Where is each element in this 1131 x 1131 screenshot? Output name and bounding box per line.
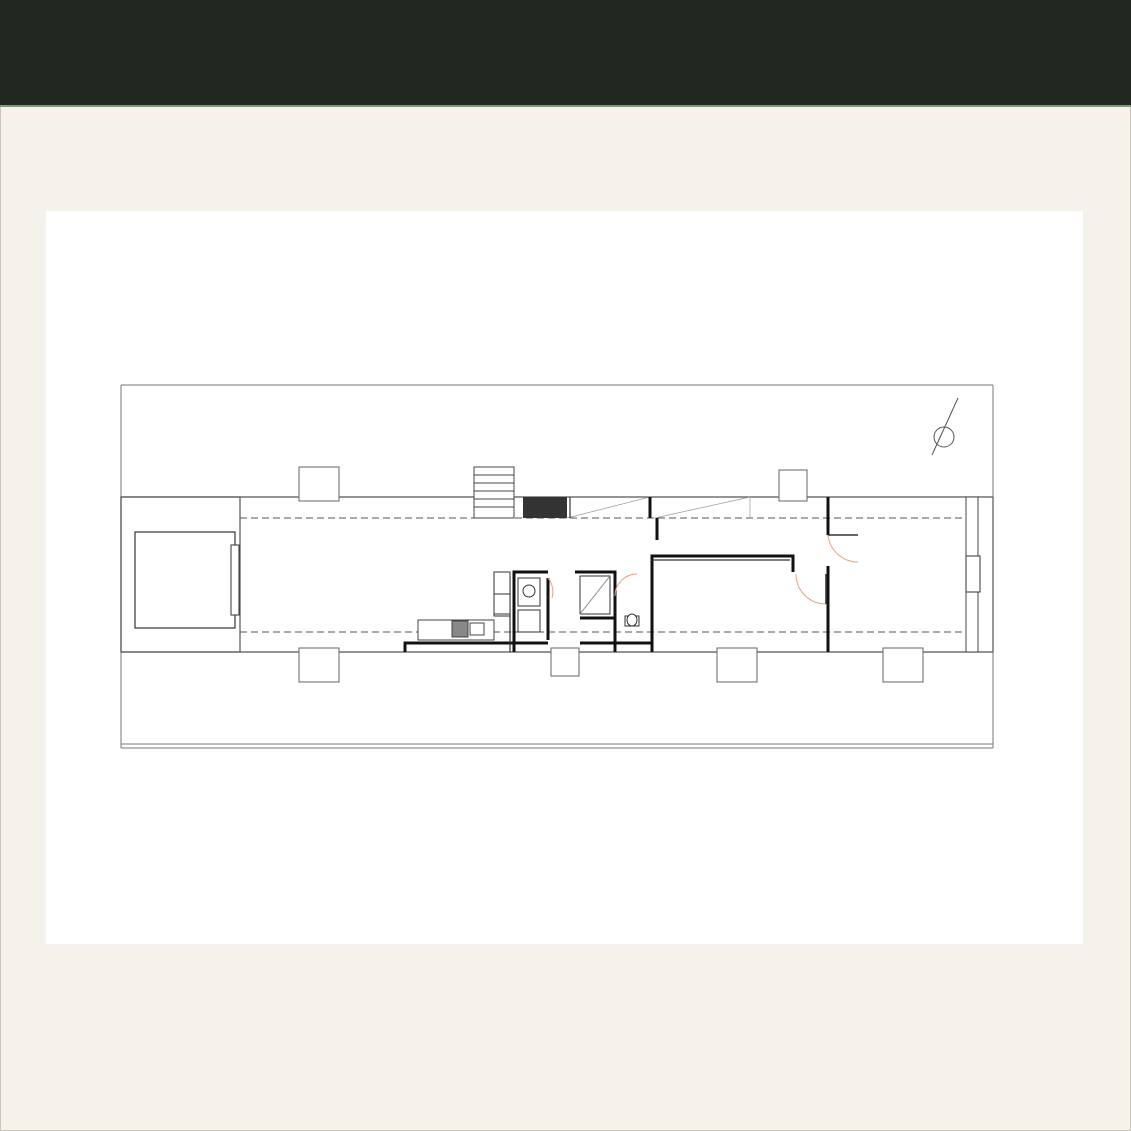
roof-outline <box>121 385 993 748</box>
chimney <box>523 497 567 518</box>
exterior-walls <box>121 497 993 652</box>
loggia <box>121 497 240 652</box>
skylight-lines <box>567 497 750 518</box>
header-banner <box>0 0 1131 107</box>
right-gable-wall <box>966 497 980 652</box>
floor-plan-panel <box>46 211 1083 944</box>
thin-walls <box>510 497 790 652</box>
bathroom-fixtures <box>494 572 639 632</box>
floor-plan-drawing <box>46 211 1083 944</box>
kitchen-counter <box>418 620 494 640</box>
ceiling-limit-lines <box>240 518 968 632</box>
north-arrow-icon <box>932 398 958 455</box>
stairs <box>474 467 514 518</box>
